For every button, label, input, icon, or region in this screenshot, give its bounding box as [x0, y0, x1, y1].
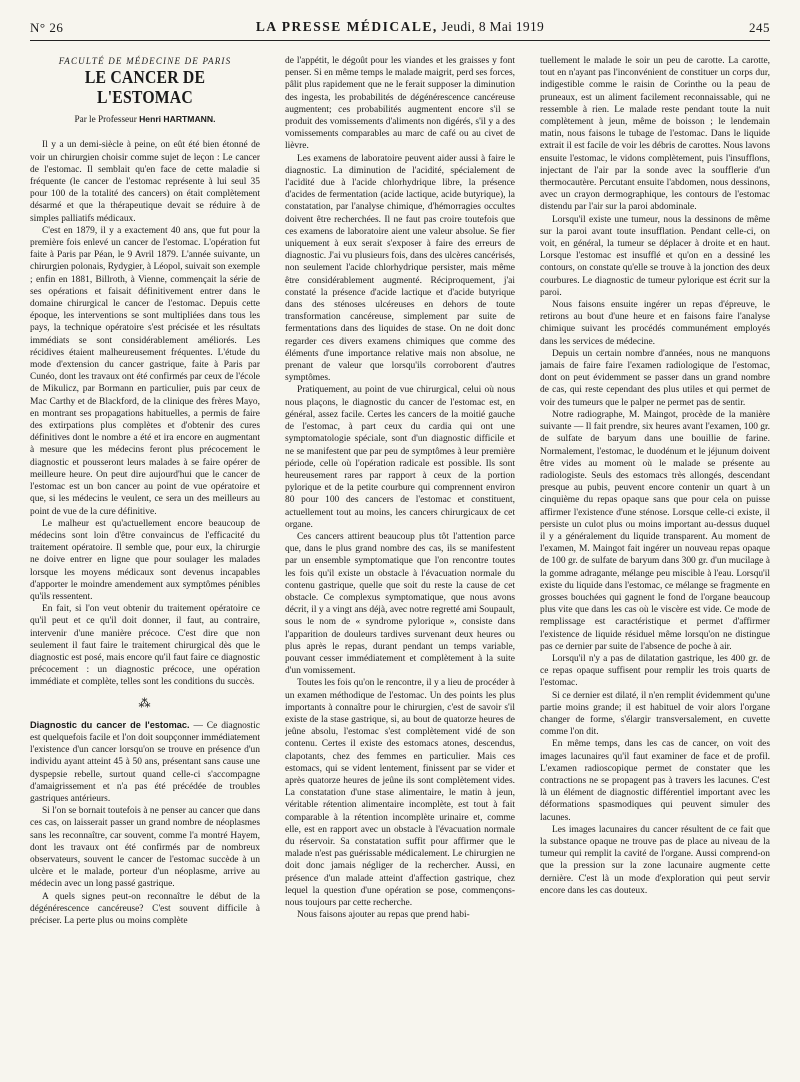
- section-text: — Ce diagnostic est quelquefois facile et l'on doit soupçonner immédiatement l'existence d'un cancer lorsqu'on se trouve en présence d'un individu ayant atteint 45 à 50 ans, présentant sans cause une dyspepsie rebelle, surtout quand celle-ci s'accompagne d'amaigrissement et n'a pas été précédée de troubles gastriques antérieurs.: [30, 720, 260, 804]
- section-paragraph: [30, 719, 260, 805]
- paragraph: Si ce dernier est dilaté, il n'en remplit évidemment qu'une partie moins grande; il est habituel de voir alors l'organe changer de forme, s'élargir transversalement, en cuvette comme l'on dit.: [540, 690, 770, 738]
- paragraph: Si l'on se bornait toutefois à ne penser au cancer que dans ces cas, on laisserait passer un grand nombre de néoplasmes sans les reconnaître, car souvent, comme l'a montré Hayem, dont les travaux ont été confirmés par de nombreux observateurs, souvent le cancer de l'estomac succède à un ulcère et le malade, porteur d'un néoplasme, arrive au médecin avec un long passé gastrique.: [30, 806, 260, 890]
- journal-name: LA PRESSE MÉDICALE,: [255, 19, 438, 34]
- paragraph: Les images lacunaires du cancer résultent de ce fait que la substance opaque ne trouve pas de place au niveau de la tumeur qui remplit la cavité de l'organe. Aussi comprend-on que la pression sur la zone lacunaire augmente cette dernière. C'est là un mode d'exploration qui peut servir encore dans les cas douteux.: [540, 824, 770, 896]
- section-heading: Diagnostic du cancer de l'estomac.: [30, 719, 190, 730]
- issue-number: N° 26: [30, 20, 64, 35]
- author-line: [30, 113, 260, 125]
- paragraph: Toutes les fois qu'on le rencontre, il y a lieu de procéder à un examen méthodique de l'estomac. Un des points les plus importants à connaître pour le chirurgien, c'est de savoir s'il existe de la stase gastrique, si, au bout de quatorze heures de jeûne absolu, l'estomac s'est complètement vidé de son contenu. Certes il existe des estomacs atones, descendus, clapotants, chez des femmes en particulier. Mais ces estomacs, qui se vident lentement, finissent par se vider et après quatorze heures de jeûne ils sont complètement vides. La constatation d'une stase alimentaire, le matin à jeun, véritable rétention alimentaire incomplète, est tout à fait comparable à la rétention incomplète urinaire et, comme elle, est en rapport avec un obstacle à l'évacuation normale du réservoir. Sa constatation suffit pour affirmer que le malade n'est pas guérissable médicalement. Le chirurgien ne doit donc jamais négliger de la rechercher. Aussi, en présence d'un malade atteint d'affection gastrique, chez lequel la question d'une opération se pose, commençons-nous toujours par cette recherche.: [285, 678, 515, 909]
- column-3: [540, 55, 770, 1067]
- paragraph: Nous faisons ensuite ingérer un repas d'épreuve, le retirons au bout d'une heure et en faisons faire l'analyse chimique suivant les procédés communément employés dans les services de médecine.: [540, 300, 770, 347]
- paragraph: Depuis un certain nombre d'années, nous ne manquons jamais de faire faire l'examen radiologique de l'estomac, dont on peut évidemment se passer dans un grand nombre de cas, qui reste cependant des plus utiles et qui permet de voir des tumeurs que le palper ne permet pas de sentir.: [540, 348, 770, 408]
- column-2: [285, 55, 515, 1067]
- paragraph: tuellement le malade le soir un peu de carotte. La carotte, tout en n'ayant pas l'inconvénient de constituer un corps dur, indigestible comme le raisin de Corinthe ou la peau de pruneaux, est un aliment facilement reconnaissable, qui ne ressemble à rien. Le malade reste pendant toute la nuit complètement à jeun, même de boisson ; le lendemain matin, nous faisons le tubage de l'estomac. Dans le liquide extrait il est facile de voir les débris de carottes. Nous lavons ensuite l'estomac, le vidons complètement, puis l'insufflons, injectant de l'air par la sonde avec la soufflerie d'un thermocautère. Percutant ensuite l'abdomen, nous dessinons, avec un crayon dermographique, les contours de l'estomac distendu par l'air sur la paroi abdominale.: [540, 56, 770, 213]
- paragraph: Il y a un demi-siècle à peine, on eût été bien étonné de voir un chirurgien choisir comme sujet de leçon : Le cancer de l'estomac. Il semblait qu'en face de cette maladie si fréquente (le cancer de l'estomac représente à lui seul 35 pour 100 de la totalité des cancers) on était complètement désarmé et que la thérapeutique devait se réduire à de simples palliatifs médicaux.: [30, 140, 260, 224]
- paragraph: Lorsqu'il existe une tumeur, nous la dessinons de même sur la paroi avant toute insufflation. Pendant celle-ci, on voit, en général, la tumeur se déplacer à droite et en haut. Lorsque l'estomac est insufflé et qu'on en a dessiné les contours, on constate qu'elle se trouve à la jonction des deux courbures. Le diagnostic de tumeur pylorique est écrit sur la paroi.: [540, 214, 770, 298]
- section-separator: ⁂: [138, 695, 152, 710]
- header-rule: [30, 40, 770, 41]
- paragraph: Notre radiographe, M. Maingot, procède de la manière suivante — Il fait prendre, six heures avant l'examen, 100 gr. de sulfate de baryum dans une bouillie de farine. Normalement, l'estomac, le duodénum et le jéjunum doivent être vides au moment où le malade se présente au radiologiste. Seuls des estomacs très allongés, descendant presque au pubis, peuvent encore contenir un quart à un cinquième du repas opaque sans que pour cela on puisse affirmer l'existence d'une sténose. Lorsque celle-ci existe, il persiste un culot plus ou moins important au-dessus duquel il y a généralement du liquide transparent. Au moment de l'examen, M. Maingot fait ingérer un nouveau repas opaque de 100 gr. de sulfate de baryum dans 300 gr. d'un mucilage à la gomme adragante, mélange peu miscible à l'eau. Lorsqu'il existe du liquide dans l'estomac, ce mélange se fragmente en grosses bouchées qui gagnent le fond de l'organe beaucoup plus vite que dans les cas où le viscère est vide. Ce mode de remplissage est caractéristique et permet d'affirmer l'existence de liquide résiduel même lorsqu'on ne distingue pas ce dernier par suite de l'absence de poche à air.: [540, 409, 770, 652]
- paragraph: C'est en 1879, il y a exactement 40 ans, que fut pour la première fois enlevé un cancer de l'estomac. L'opération fut faite à Paris par Péan, le 9 Avril 1879. L'année suivante, un chirurgien polonais, Rydygier, à Léopol, suivait son exemple ; enfin en 1881, Billroth, à Vienne, commençait la série de ses opérations et faisait définitivement entrer dans le domaine chirurgical le cancer de l'estomac. Depuis cette époque, les interventions se sont multipliées dans tous les pays, la technique opératoire s'est précisée et les résultats immédiats se sont considérablement améliorés. Les récidives étaient malheureusement fréquentes. L'étude du mode d'extension du cancer gastrique, faite à Paris par Cunéo, dont les travaux ont été confirmés par ceux de l'école de Mikulicz, par Bormann en particulier, puis par ceux de Mac Carthy et de Blackford, de la clinique des frères Mayo, en montrant ses propagations habituelles, a permis de faire des extirpations plus complètes et d'obtenir des cures définitives dont le nombre a été et ira encore en augmentant à mesure que les médecins feront plus précocement le diagnostic et pousseront leurs malades à se faire opérer de meilleure heure. On peut dire aujourd'hui que le cancer de l'estomac est un bon cancer au point de vue opératoire et que, si les médecins le veulent, ce sera un des meilleurs au point de vue de la cure définitive.: [30, 225, 260, 517]
- author-prefix: Par le Professeur: [74, 114, 140, 125]
- paragraph: Pratiquement, au point de vue chirurgical, celui où nous nous plaçons, le diagnostic du cancer de l'estomac est, en général, assez facile. Certes les cancers de la moitié gauche de l'estomac, à part ceux du cardia qui ont une symptomatologie spéciale, sont d'un diagnostic difficile et ne se manifestent que par peu de symptômes à leur première période, celle où l'opération radicale est possible. Ils sont heureusement rares par rapport à ceux de la portion pylorique et de la petite courbure qui comprennent environ 80 pour 100 des cancers de l'estomac et constituent, actuellement tout au moins, les cancers chirurgicaux de cet organe.: [285, 385, 515, 530]
- paragraph: de l'appétit, le dégoût pour les viandes et les graisses y font penser. Si en même temps le malade maigrit, perd ses forces, pâlit plus rapidement que ne le ferait supposer la diminution des ingesta, les probabilités de dégénérescence cancéreuse augmentent; ces probabilités augmentent encore s'il se produit des vomissements d'aliments non digérés, s'il y a des vomissements comparables au marc de café ou au civet de lièvre.: [285, 56, 515, 152]
- paragraph: Lorsqu'il n'y a pas de dilatation gastrique, les 400 gr. de ce repas opaque suffisent pour remplir les trois quarts de l'estomac.: [540, 653, 770, 689]
- page-number: 245: [749, 20, 770, 35]
- author-name: Henri HARTMANN.: [139, 114, 216, 125]
- paragraph: En fait, si l'on veut obtenir du traitement opératoire ce qu'il peut et ce qu'il doit donner, il faut, au contraire, intervenir d'une manière précoce. C'est dire que non seulement il faut faire le traitement chirurgical dès que le diagnostic est posé, mais encore qu'il faut faire ce diagnostic précocement : un diagnostic précoce, une opération immédiate et complète, telles sont les conditions du succès.: [30, 604, 260, 688]
- paragraph: A quels signes peut-on reconnaître le début de la dégénérescence cancéreuse? C'est souvent difficile à préciser. La perte plus ou moins complète: [30, 891, 260, 926]
- paragraph: Nous faisons ajouter au repas que prend habi-: [297, 910, 470, 921]
- journal-masthead: [30, 19, 770, 35]
- issue-date: Jeudi, 8 Mai 1919: [437, 19, 545, 34]
- faculty-line: FACULTÉ DE MÉDECINE DE PARIS: [58, 56, 232, 66]
- running-header: [30, 18, 770, 40]
- paragraph: Ces cancers attirent beaucoup plus tôt l'attention parce que, dans le plus grand nombre des cas, ils se manifestent par un ensemble symptomatique que l'on rencontre toutes les fois qu'il existe un obstacle à l'évacuation normale du contenu gastrique, quelle que soit du reste la cause de cet obstacle. Ce complexus symptomatique, que nous avons décrit, il y a vingt ans déjà, avec notre regretté ami Soupault, sous le nom de « syndrome pylorique », consiste dans l'apparition de douleurs tardives survenant deux heures ou plus après le repas, durant pendant un temps variable, pouvant cesser immédiatement et complètement à la suite d'un vomissement.: [285, 531, 515, 677]
- paragraph: En même temps, dans les cas de cancer, on voit des images lacunaires qu'il faut examiner de face et de profil. L'examen radioscopique permet de constater que les contractions ne se propagent pas à travers les lacunes. C'est là un élément de diagnostic différentiel important avec les déformations spasmodiques qui peuvent simuler des lacunes.: [540, 739, 770, 823]
- article-title: LE CANCER DE L'ESTOMAC: [84, 67, 206, 108]
- column-1: [30, 55, 260, 1067]
- paragraph: Le malheur est qu'actuellement encore beaucoup de médecins sont loin d'être convaincus de l'efficacité du traitement opératoire. Il semble que, pour eux, la chirurgie ne doive entrer en ligne que pour soulager les malades lorsque les moyens médicaux sont devenus incapables d'apporter le moindre amendement aux symptômes pénibles qu'ils ressentent.: [30, 518, 260, 602]
- paragraph: Les examens de laboratoire peuvent aider aussi à faire le diagnostic. La diminution de l'acidité, spécialement de l'acidité due à l'acide chlorhydrique libre, la présence d'acides de fermentation (acide lactique, acide butyrique), la constatation, par l'analyse chimique, d'hémorragies occultes doivent être recherchées. Il ne faut pas croire toutefois que ces examens de laboratoire aient une valeur absolue. Se fier uniquement à eux serait s'exposer à faire des erreurs de diagnostic. J'ai vu plusieurs fois, dans des ulcères cancérisés, non seulement l'acide chlorhydrique persister, mais même être considérablement augmenté. Réciproquement, j'ai constaté la présence d'acide lactique et d'acide butyrique dans des sténoses ulcéreuses en dehors de toute transformation cancéreuse, simplement par suite de fermentations dans des liquides de stase. On ne doit donc regarder ces divers examens chimiques que comme des éléments d'une importance relative mais non absolue, ne prenant de valeur que lorsqu'ils corroborent d'autres symptômes.: [285, 153, 515, 384]
